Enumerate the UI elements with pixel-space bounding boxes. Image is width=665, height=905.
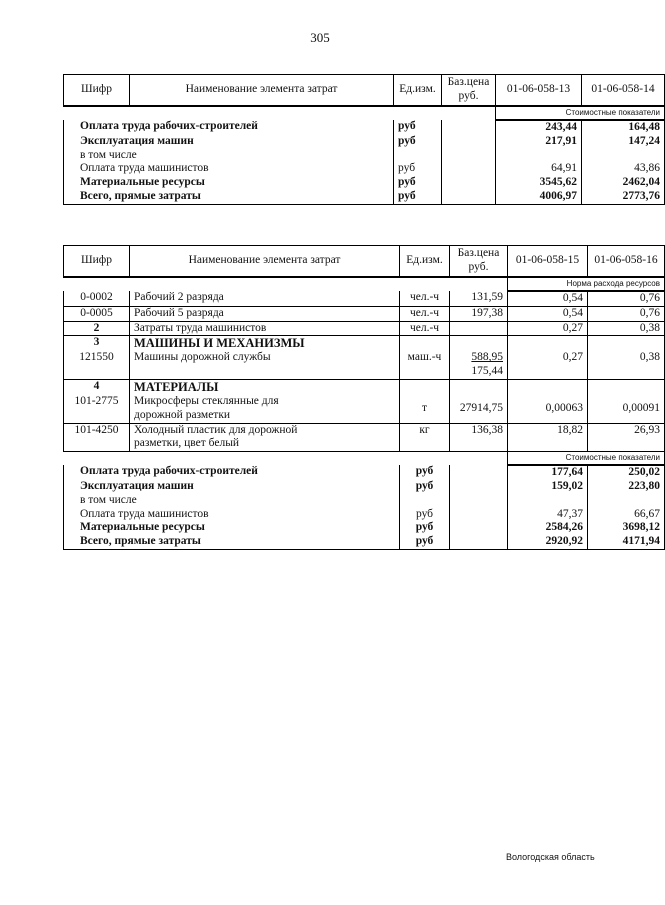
header-unit: Ед.изм. <box>394 75 442 107</box>
row-name: Всего, прямые затраты <box>64 535 400 549</box>
table-row <box>64 521 665 535</box>
cost-table-1-grid <box>63 74 660 205</box>
row-value-2: 26,93 <box>588 423 665 452</box>
table-row <box>64 423 665 452</box>
row-name: Оплата труда рабочих-строителей <box>64 465 400 480</box>
table-header-row <box>64 246 665 278</box>
row-unit: руб <box>394 176 442 190</box>
row-value-2: 2462,04 <box>582 176 665 190</box>
section-code: 4 <box>64 379 130 395</box>
header-code: Шифр <box>64 246 130 278</box>
table-row <box>64 291 665 306</box>
row-code: 101-4250 <box>64 423 130 452</box>
row-unit: руб <box>394 162 442 176</box>
row-name-line-1: Холодный пластик для дорожной <box>134 423 298 436</box>
subheader-label: Стоимостные показатели <box>508 452 665 466</box>
table-row <box>64 120 665 135</box>
header-code: Шифр <box>64 75 130 107</box>
row-value-2: 223,80 <box>588 480 665 494</box>
row-value-1: 0,27 <box>508 351 588 379</box>
subheader-label: Норма расхода ресурсов <box>508 277 665 291</box>
row-name: Оплата труда машинистов <box>64 508 400 522</box>
row-price: 27914,75 <box>450 395 508 423</box>
header-name: Наименование элемента затрат <box>130 75 394 107</box>
table-row <box>64 480 665 494</box>
table-row <box>64 535 665 549</box>
section-title: МАШИНЫ И МЕХАНИЗМЫ <box>130 336 400 352</box>
row-value-2: 2773,76 <box>582 190 665 204</box>
row-value-1: 2920,92 <box>508 535 588 549</box>
header-name: Наименование элемента затрат <box>130 246 400 278</box>
header-col-1: 01-06-058-15 <box>508 246 588 278</box>
row-value-2: 147,24 <box>582 135 665 149</box>
row-unit: маш.-ч <box>400 351 450 379</box>
row-name: Затраты труда машинистов <box>130 321 400 336</box>
subheader-row <box>64 106 665 120</box>
table-row <box>64 306 665 321</box>
row-unit: руб <box>400 535 450 549</box>
row-unit: руб <box>394 135 442 149</box>
row-value-1: 243,44 <box>496 120 582 135</box>
row-value-1: 159,02 <box>508 480 588 494</box>
row-value-2: 4171,94 <box>588 535 665 549</box>
row-unit: руб <box>400 465 450 480</box>
footer-region: Вологодская область <box>506 852 595 862</box>
row-value-1: 18,82 <box>508 423 588 452</box>
row-unit: т <box>400 395 450 423</box>
table-row <box>64 465 665 480</box>
cost-table-2-grid <box>63 245 660 550</box>
table-row <box>64 321 665 336</box>
row-unit: чел.-ч <box>400 306 450 321</box>
row-unit: руб <box>400 521 450 535</box>
row-value-1: 0,54 <box>508 291 588 306</box>
row-value-2: 0,00091 <box>588 395 665 423</box>
subheader-label: Стоимостные показатели <box>496 106 665 120</box>
header-col-2: 01-06-058-14 <box>582 75 665 107</box>
row-value-1: 0,27 <box>508 321 588 336</box>
row-value-2: 66,67 <box>588 508 665 522</box>
row-value-1: 177,64 <box>508 465 588 480</box>
subheader-row <box>64 277 665 291</box>
row-code: 101-2775 <box>64 395 130 423</box>
row-name: Всего, прямые затраты <box>64 190 394 204</box>
subheader-row <box>64 452 665 466</box>
header-price: Баз.цена руб. <box>442 75 496 107</box>
table-row <box>64 190 665 204</box>
header-col-2: 01-06-058-16 <box>588 246 665 278</box>
row-value-1: 0,54 <box>508 306 588 321</box>
row-value-2: 3698,12 <box>588 521 665 535</box>
table-row <box>64 494 665 508</box>
row-value-2: 250,02 <box>588 465 665 480</box>
row-value-1: 4006,97 <box>496 190 582 204</box>
row-code: 121550 <box>64 351 130 379</box>
row-name-line-2: разметки, цвет белый <box>134 437 240 450</box>
table-row <box>64 176 665 190</box>
row-value-2: 0,38 <box>588 351 665 379</box>
row-price: 131,59 <box>450 291 508 306</box>
row-value-2: 0,76 <box>588 291 665 306</box>
row-unit: чел.-ч <box>400 291 450 306</box>
row-name: Рабочий 5 разряда <box>130 306 400 321</box>
row-value-1: 217,91 <box>496 135 582 149</box>
row-unit: чел.-ч <box>400 321 450 336</box>
table-row <box>64 162 665 176</box>
row-unit: руб <box>394 190 442 204</box>
table-row <box>64 395 665 423</box>
row-price-secondary: 175,44 <box>471 365 503 378</box>
row-unit: кг <box>400 423 450 452</box>
row-name-line-2: дорожной разметки <box>134 408 231 421</box>
row-value-1: 47,37 <box>508 508 588 522</box>
row-value-2: 43,86 <box>582 162 665 176</box>
row-name: Эксплуатация машин <box>64 480 400 494</box>
section-header-materials <box>64 379 665 395</box>
row-name: в том числе <box>64 494 400 508</box>
row-value-1: 0,00063 <box>508 395 588 423</box>
row-name: Машины дорожной службы <box>130 351 400 379</box>
section-title: МАТЕРИАЛЫ <box>130 379 400 395</box>
header-unit: Ед.изм. <box>400 246 450 278</box>
row-name: Оплата труда машинистов <box>64 162 394 176</box>
table-header-row <box>64 75 665 107</box>
row-value-1: 2584,26 <box>508 521 588 535</box>
row-code: 0-0002 <box>64 291 130 306</box>
page-number: 305 <box>310 30 330 45</box>
row-price: 197,38 <box>450 306 508 321</box>
row-unit: руб <box>394 120 442 135</box>
row-unit: руб <box>400 480 450 494</box>
row-value-2: 164,48 <box>582 120 665 135</box>
row-price: 588,95 <box>471 351 503 364</box>
table-row <box>64 135 665 149</box>
row-name: Эксплуатация машин <box>64 135 394 149</box>
row-value-2: 0,76 <box>588 306 665 321</box>
row-value-2: 0,38 <box>588 321 665 336</box>
row-name: Материальные ресурсы <box>64 176 394 190</box>
row-value-1: 64,91 <box>496 162 582 176</box>
row-name: в том числе <box>64 149 394 163</box>
row-name: Оплата труда рабочих-строителей <box>64 120 394 135</box>
row-name: Материальные ресурсы <box>64 521 400 535</box>
table-row <box>64 508 665 522</box>
section-header-machines <box>64 336 665 352</box>
row-code: 0-0005 <box>64 306 130 321</box>
row-value-1: 3545,62 <box>496 176 582 190</box>
section-code: 3 <box>64 336 130 352</box>
header-price: Баз.цена руб. <box>450 246 508 278</box>
row-name-line-1: Микросферы стеклянные для <box>134 394 279 407</box>
row-code: 2 <box>64 321 130 336</box>
row-name: Рабочий 2 разряда <box>130 291 400 306</box>
header-col-1: 01-06-058-13 <box>496 75 582 107</box>
table-row <box>64 351 665 379</box>
row-price: 136,38 <box>450 423 508 452</box>
row-unit: руб <box>400 508 450 522</box>
table-row <box>64 149 665 163</box>
